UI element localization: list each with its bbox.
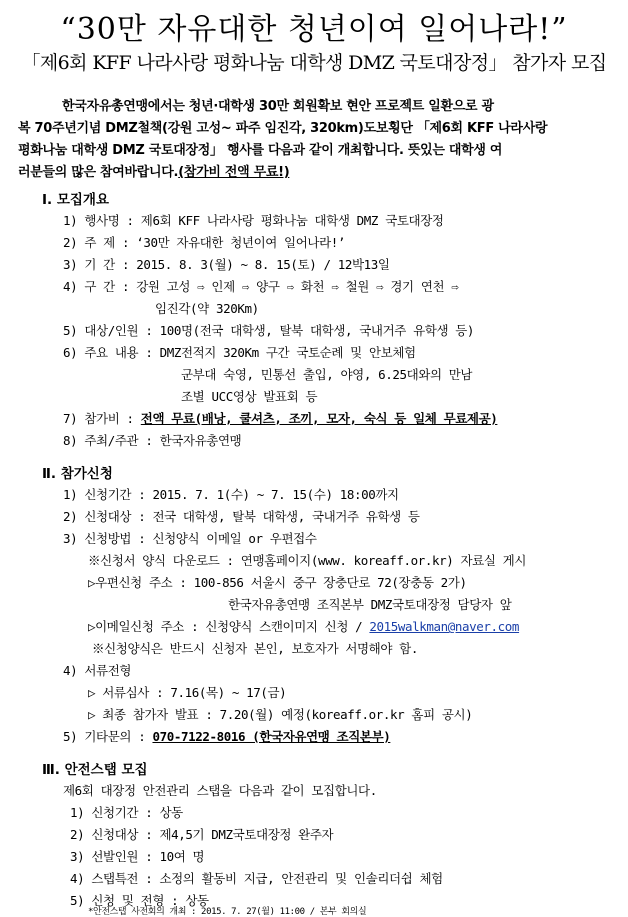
section-1-item [63,409,497,427]
section-1-item: 3) 기 간 : 2015. 8. 3(월) ~ 8. 15(토) / 12박13일 [63,257,390,272]
section-3-item: 1) 신청기간 : 상동 [70,805,183,820]
section-3-intro: 제6회 대장정 안전관리 스탭을 다음과 같이 모집합니다. [63,783,377,798]
document-title: “30만 자유대한 청년이여 일어나라!” [60,12,568,47]
section-1-item: 6) 주요 내용 : DMZ전적지 320Km 구간 국토순례 및 안보체험 [63,345,416,360]
intro-paragraph [18,96,616,184]
section-1-item: 4) 구 간 : 강원 고성 ⇨ 인제 ⇨ 양구 ⇨ 화천 ⇨ 철원 ⇨ 경기 연천 ⇨ [63,279,459,294]
section-1-heading: Ⅰ. 모집개요 [42,192,110,208]
section-2-item: 4) 서류전형 [63,663,132,678]
section-2-note [88,617,519,635]
section-2-note: ※신청서 양식 다운로드 : 연맹홈페이지(www. koreaff.or.kr) 자료실 게시 [88,553,526,568]
section-1-item: 2) 주 제 : ‘30만 자유대한 청년이여 일어나라!’ [63,235,346,250]
section-2-note: ▷ 서류심사 : 7.16(목) ~ 17(금) [88,685,287,700]
section-1-item: 1) 행사명 : 제6회 KFF 나라사랑 평화나눔 대학생 DMZ 국토대장정 [63,213,444,228]
section-1-item-continued: 군부대 숙영, 민통선 출입, 야영, 6.25대와의 만남 [181,367,473,382]
section-2-item: 1) 신청기간 : 2015. 7. 1(수) ~ 7. 15(수) 18:00까지 [63,487,399,502]
contact-phone: 070-7122-8016 (한국자유연맹 조직본부) [152,729,391,744]
section-3-heading: Ⅲ. 안전스탭 모집 [42,762,148,778]
free-participation-note: (참가비 전액 무료!) [178,165,290,180]
section-1-item-continued: 임진각(약 320Km) [155,301,259,316]
section-1-item: 5) 대상/인원 : 100명(전국 대학생, 탈북 대학생, 국내거주 유학생 등) [63,323,475,338]
contact-label: 5) 기타문의 : [63,729,153,744]
section-3-item: 4) 스탭특전 : 소정의 활동비 지급, 안전관리 및 인솔리더쉽 체험 [70,871,443,886]
email-link[interactable]: 2015walkman@naver.com [369,619,520,634]
document-subtitle: 「제6회 KFF 나라사랑 평화나눔 대학생 DMZ 국토대장정」 참가자 모집 [21,52,607,74]
staff-meeting-note: *안전스탭 사전회의 개최 : 2015. 7. 27(월) 11:00 / 본부 회의실 [88,907,367,917]
intro-line-4: 러분들의 많은 참여바랍니다. [18,165,179,180]
section-2-heading: Ⅱ. 참가신청 [42,466,113,482]
section-2-item [63,727,390,745]
fee-label: 7) 참가비 : [63,411,141,426]
fee-value: 전액 무료(배낭, 쿨셔츠, 조끼, 모자, 숙식 등 일체 무료제공) [140,411,498,426]
section-3-item: 3) 선발인원 : 10여 명 [70,849,205,864]
section-1-item: 8) 주최/주관 : 한국자유총연맹 [63,433,242,448]
section-2-note: ▷우편신청 주소 : 100-856 서울시 중구 장충단로 72(장충동 2가) [88,575,467,590]
intro-line-1: 한국자유총연맹에서는 청년·대학생 30만 회원확보 현안 프로젝트 일환으로 광 [62,99,494,114]
email-address-label: ▷이메일신청 주소 : 신청양식 스캔이미지 신청 / [88,619,370,634]
intro-line-3: 평화나눔 대학생 DMZ 국토대장정」 행사를 다음과 같이 개최합니다. 뜻있는 대학생 여 [18,143,503,158]
section-2-item: 2) 신청대상 : 전국 대학생, 탈북 대학생, 국내거주 유학생 등 [63,509,420,524]
section-2-item: 3) 신청방법 : 신청양식 이메일 or 우편접수 [63,531,317,546]
section-2-note: ▷ 최종 참가자 발표 : 7.20(월) 예정(koreaff.or.kr 홈피 공시) [88,707,473,722]
section-1-item-continued: 조별 UCC영상 발표회 등 [181,389,318,404]
section-2-note: ※신청양식은 반드시 신청자 본인, 보호자가 서명해야 함. [92,641,418,656]
intro-line-2: 복 70주년기념 DMZ철책(강원 고성~ 파주 임진각, 320km)도보횡단 「제6회 KFF 나라사랑 [18,121,548,136]
section-2-note-continued: 한국자유총연맹 조직본부 DMZ국토대장정 담당자 앞 [228,597,512,612]
section-3-item: 5) 신청 및 전형 : 상동 [70,893,209,908]
section-3-item: 2) 신청대상 : 제4,5기 DMZ국토대장정 완주자 [70,827,334,842]
